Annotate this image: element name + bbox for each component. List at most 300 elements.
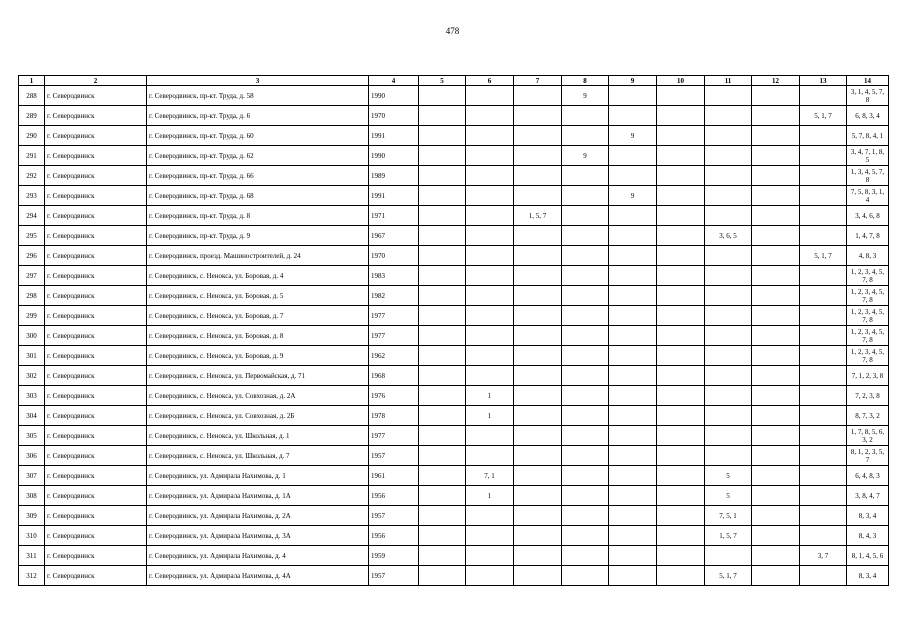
col6-cell — [466, 366, 514, 386]
col13-cell — [800, 326, 847, 346]
col6-cell — [466, 506, 514, 526]
year-cell: 1991 — [369, 126, 419, 146]
col6-cell — [466, 246, 514, 266]
row-number-cell: 296 — [19, 246, 45, 266]
col5-cell — [419, 546, 466, 566]
table-row — [19, 286, 889, 306]
col6-cell — [466, 206, 514, 226]
year-cell: 1977 — [369, 426, 419, 446]
city-cell: г. Северодвинск — [45, 206, 147, 226]
col14-cell: 8, 4, 3 — [847, 526, 889, 546]
year-cell: 1976 — [369, 386, 419, 406]
city-cell: г. Северодвинск — [45, 426, 147, 446]
col10-cell — [657, 446, 705, 466]
address-cell: г. Северодвинск, с. Ненокса, ул. Боровая, д. 8 — [147, 326, 369, 346]
row-number-cell: 311 — [19, 546, 45, 566]
table-row — [19, 446, 889, 466]
col9-cell — [609, 466, 657, 486]
city-cell: г. Северодвинск — [45, 386, 147, 406]
col12-cell — [752, 86, 800, 106]
col7-cell — [514, 406, 562, 426]
col8-cell — [562, 286, 609, 306]
col5-cell — [419, 466, 466, 486]
col14-cell: 1, 7, 8, 5, 6, 3, 2 — [847, 426, 889, 446]
col7-cell — [514, 466, 562, 486]
col5-cell — [419, 426, 466, 446]
col10-cell — [657, 386, 705, 406]
row-number-cell: 290 — [19, 126, 45, 146]
col5-cell — [419, 306, 466, 326]
col10-cell — [657, 106, 705, 126]
col6-cell — [466, 546, 514, 566]
col8-cell — [562, 406, 609, 426]
col8-cell — [562, 466, 609, 486]
col12-cell — [752, 146, 800, 166]
table-row — [19, 346, 889, 366]
col9-cell: 9 — [609, 126, 657, 146]
col12-cell — [752, 306, 800, 326]
city-cell: г. Северодвинск — [45, 186, 147, 206]
column-header: 11 — [705, 76, 752, 86]
row-number-cell: 289 — [19, 106, 45, 126]
address-cell: г. Северодвинск, ул. Адмирала Нахимова, д. 2А — [147, 506, 369, 526]
col11-cell — [705, 306, 752, 326]
col5-cell — [419, 226, 466, 246]
col5-cell — [419, 286, 466, 306]
col12-cell — [752, 546, 800, 566]
col14-cell: 1, 4, 7, 8 — [847, 226, 889, 246]
col14-cell: 8, 1, 2, 3, 5, 7 — [847, 446, 889, 466]
col13-cell — [800, 446, 847, 466]
col13-cell: 3, 7 — [800, 546, 847, 566]
row-number-cell: 299 — [19, 306, 45, 326]
table-row — [19, 306, 889, 326]
col5-cell — [419, 446, 466, 466]
table-row — [19, 506, 889, 526]
col10-cell — [657, 226, 705, 246]
col12-cell — [752, 206, 800, 226]
table-row — [19, 566, 889, 586]
col5-cell — [419, 486, 466, 506]
col11-cell — [705, 186, 752, 206]
col12-cell — [752, 406, 800, 426]
col10-cell — [657, 406, 705, 426]
col7-cell — [514, 226, 562, 246]
year-cell: 1957 — [369, 566, 419, 586]
address-cell: г. Северодвинск, ул. Адмирала Нахимова, д. 1А — [147, 486, 369, 506]
col12-cell — [752, 166, 800, 186]
column-header: 13 — [800, 76, 847, 86]
col7-cell — [514, 106, 562, 126]
year-cell: 1970 — [369, 246, 419, 266]
address-cell: г. Северодвинск, пр-кт. Труда, д. 8 — [147, 206, 369, 226]
col7-cell — [514, 486, 562, 506]
year-cell: 1957 — [369, 506, 419, 526]
col9-cell — [609, 506, 657, 526]
register-table — [18, 75, 889, 586]
row-number-cell: 312 — [19, 566, 45, 586]
table-row — [19, 466, 889, 486]
col9-cell — [609, 86, 657, 106]
table-row — [19, 426, 889, 446]
col14-cell: 3, 4, 7, 1, 8, 5 — [847, 146, 889, 166]
year-cell: 1967 — [369, 226, 419, 246]
col11-cell: 5, 1, 7 — [705, 566, 752, 586]
col8-cell — [562, 306, 609, 326]
col7-cell — [514, 266, 562, 286]
col14-cell: 8, 3, 4 — [847, 566, 889, 586]
col14-cell: 1, 2, 3, 4, 5, 7, 8 — [847, 346, 889, 366]
col7-cell — [514, 126, 562, 146]
year-cell: 1961 — [369, 466, 419, 486]
col11-cell — [705, 246, 752, 266]
table-row — [19, 526, 889, 546]
col10-cell — [657, 466, 705, 486]
col9-cell — [609, 366, 657, 386]
col10-cell — [657, 246, 705, 266]
year-cell: 1990 — [369, 146, 419, 166]
col9-cell — [609, 446, 657, 466]
col8-cell — [562, 346, 609, 366]
col13-cell — [800, 86, 847, 106]
city-cell: г. Северодвинск — [45, 86, 147, 106]
col14-cell: 3, 8, 4, 7 — [847, 486, 889, 506]
col5-cell — [419, 566, 466, 586]
col8-cell — [562, 546, 609, 566]
col13-cell — [800, 126, 847, 146]
city-cell: г. Северодвинск — [45, 346, 147, 366]
address-cell: г. Северодвинск, пр-кт. Труда, д. 6 — [147, 106, 369, 126]
col7-cell — [514, 446, 562, 466]
col10-cell — [657, 566, 705, 586]
col12-cell — [752, 486, 800, 506]
col13-cell — [800, 486, 847, 506]
column-header: 10 — [657, 76, 705, 86]
year-cell: 1989 — [369, 166, 419, 186]
city-cell: г. Северодвинск — [45, 306, 147, 326]
col7-cell — [514, 346, 562, 366]
table-row — [19, 366, 889, 386]
col5-cell — [419, 386, 466, 406]
row-number-cell: 298 — [19, 286, 45, 306]
col9-cell — [609, 266, 657, 286]
col14-cell: 7, 5, 8, 3, 1, 4 — [847, 186, 889, 206]
col5-cell — [419, 326, 466, 346]
address-cell: г. Северодвинск, ул. Адмирала Нахимова, д. 4А — [147, 566, 369, 586]
col12-cell — [752, 446, 800, 466]
address-cell: г. Северодвинск, с. Ненокса, ул. Совхозная, д. 2Б — [147, 406, 369, 426]
col13-cell — [800, 306, 847, 326]
address-cell: г. Северодвинск, с. Ненокса, ул. Боровая, д. 4 — [147, 266, 369, 286]
row-number-cell: 309 — [19, 506, 45, 526]
col11-cell — [705, 366, 752, 386]
col11-cell — [705, 126, 752, 146]
table-row — [19, 86, 889, 106]
col14-cell: 6, 8, 3, 4 — [847, 106, 889, 126]
col13-cell: 5, 1, 7 — [800, 246, 847, 266]
col10-cell — [657, 546, 705, 566]
address-cell: г. Северодвинск, пр-кт. Труда, д. 62 — [147, 146, 369, 166]
col12-cell — [752, 386, 800, 406]
col10-cell — [657, 126, 705, 146]
address-cell: г. Северодвинск, с. Ненокса, ул. Школьная, д. 1 — [147, 426, 369, 446]
city-cell: г. Северодвинск — [45, 566, 147, 586]
col10-cell — [657, 286, 705, 306]
col9-cell — [609, 566, 657, 586]
col11-cell — [705, 286, 752, 306]
col11-cell: 5 — [705, 486, 752, 506]
col9-cell — [609, 426, 657, 446]
col5-cell — [419, 106, 466, 126]
col5-cell — [419, 146, 466, 166]
column-header: 12 — [752, 76, 800, 86]
col14-cell: 1, 2, 3, 4, 5, 7, 8 — [847, 286, 889, 306]
col11-cell — [705, 426, 752, 446]
col8-cell: 9 — [562, 146, 609, 166]
year-cell: 1959 — [369, 546, 419, 566]
row-number-cell: 297 — [19, 266, 45, 286]
col5-cell — [419, 246, 466, 266]
address-cell: г. Северодвинск, ул. Адмирала Нахимова, д. 3А — [147, 526, 369, 546]
col13-cell — [800, 506, 847, 526]
col5-cell — [419, 346, 466, 366]
col11-cell — [705, 406, 752, 426]
address-cell: г. Северодвинск, пр-кт. Труда, д. 68 — [147, 186, 369, 206]
col10-cell — [657, 266, 705, 286]
col10-cell — [657, 486, 705, 506]
col11-cell — [705, 446, 752, 466]
column-header: 6 — [466, 76, 514, 86]
col7-cell — [514, 426, 562, 446]
row-number-cell: 300 — [19, 326, 45, 346]
row-number-cell: 310 — [19, 526, 45, 546]
col12-cell — [752, 566, 800, 586]
col6-cell — [466, 86, 514, 106]
col9-cell — [609, 546, 657, 566]
col6-cell — [466, 166, 514, 186]
col6-cell — [466, 426, 514, 446]
row-number-cell: 306 — [19, 446, 45, 466]
table-row — [19, 206, 889, 226]
row-number-cell: 293 — [19, 186, 45, 206]
column-header: 5 — [419, 76, 466, 86]
year-cell: 1962 — [369, 346, 419, 366]
col8-cell — [562, 426, 609, 446]
row-number-cell: 291 — [19, 146, 45, 166]
row-number-cell: 308 — [19, 486, 45, 506]
city-cell: г. Северодвинск — [45, 366, 147, 386]
col12-cell — [752, 326, 800, 346]
col14-cell: 8, 3, 4 — [847, 506, 889, 526]
table-row — [19, 166, 889, 186]
column-header: 9 — [609, 76, 657, 86]
col8-cell — [562, 526, 609, 546]
city-cell: г. Северодвинск — [45, 506, 147, 526]
col9-cell — [609, 306, 657, 326]
col6-cell — [466, 306, 514, 326]
city-cell: г. Северодвинск — [45, 146, 147, 166]
col11-cell: 3, 6, 5 — [705, 226, 752, 246]
col7-cell — [514, 306, 562, 326]
address-cell: г. Северодвинск, пр-кт. Труда, д. 66 — [147, 166, 369, 186]
col10-cell — [657, 206, 705, 226]
col14-cell: 7, 2, 3, 8 — [847, 386, 889, 406]
col8-cell — [562, 106, 609, 126]
col5-cell — [419, 86, 466, 106]
city-cell: г. Северодвинск — [45, 326, 147, 346]
year-cell: 1971 — [369, 206, 419, 226]
table-row — [19, 326, 889, 346]
col9-cell — [609, 486, 657, 506]
col12-cell — [752, 226, 800, 246]
col5-cell — [419, 206, 466, 226]
col8-cell — [562, 126, 609, 146]
col9-cell — [609, 526, 657, 546]
address-cell: г. Северодвинск, пр-кт. Труда, д. 9 — [147, 226, 369, 246]
col8-cell — [562, 366, 609, 386]
col6-cell — [466, 346, 514, 366]
city-cell: г. Северодвинск — [45, 406, 147, 426]
table-row — [19, 126, 889, 146]
col11-cell — [705, 326, 752, 346]
table-row — [19, 386, 889, 406]
col11-cell: 5 — [705, 466, 752, 486]
col7-cell — [514, 246, 562, 266]
column-header: 4 — [369, 76, 419, 86]
col5-cell — [419, 186, 466, 206]
col9-cell — [609, 406, 657, 426]
col8-cell — [562, 566, 609, 586]
row-number-cell: 305 — [19, 426, 45, 446]
col12-cell — [752, 266, 800, 286]
col6-cell — [466, 126, 514, 146]
address-cell: г. Северодвинск, с. Ненокса, ул. Боровая, д. 9 — [147, 346, 369, 366]
table-row — [19, 486, 889, 506]
col8-cell — [562, 166, 609, 186]
col8-cell — [562, 506, 609, 526]
city-cell: г. Северодвинск — [45, 246, 147, 266]
col14-cell: 1, 3, 4, 5, 7, 8 — [847, 166, 889, 186]
city-cell: г. Северодвинск — [45, 486, 147, 506]
col9-cell — [609, 226, 657, 246]
year-cell: 1956 — [369, 486, 419, 506]
table-row — [19, 406, 889, 426]
row-number-cell: 303 — [19, 386, 45, 406]
col9-cell — [609, 286, 657, 306]
col7-cell — [514, 386, 562, 406]
col7-cell — [514, 86, 562, 106]
col12-cell — [752, 246, 800, 266]
year-cell: 1977 — [369, 326, 419, 346]
year-cell: 1990 — [369, 86, 419, 106]
table-row — [19, 186, 889, 206]
col7-cell — [514, 506, 562, 526]
col5-cell — [419, 506, 466, 526]
col6-cell: 1 — [466, 386, 514, 406]
address-cell: г. Северодвинск, ул. Адмирала Нахимова, д. 4 — [147, 546, 369, 566]
column-header: 3 — [147, 76, 369, 86]
col11-cell — [705, 86, 752, 106]
col11-cell — [705, 546, 752, 566]
address-cell: г. Северодвинск, проезд. Машиностроителей, д. 24 — [147, 246, 369, 266]
col6-cell: 1 — [466, 406, 514, 426]
table-row — [19, 226, 889, 246]
city-cell: г. Северодвинск — [45, 286, 147, 306]
col12-cell — [752, 346, 800, 366]
col6-cell: 1 — [466, 486, 514, 506]
col13-cell — [800, 206, 847, 226]
col14-cell: 3, 1, 4, 5, 7, 8 — [847, 86, 889, 106]
table-row — [19, 106, 889, 126]
year-cell: 1956 — [369, 526, 419, 546]
col8-cell — [562, 186, 609, 206]
col6-cell — [466, 266, 514, 286]
address-cell: г. Северодвинск, с. Ненокса, ул. Совхозная, д. 2А — [147, 386, 369, 406]
col6-cell — [466, 226, 514, 246]
col9-cell — [609, 106, 657, 126]
col10-cell — [657, 146, 705, 166]
col5-cell — [419, 166, 466, 186]
col6-cell — [466, 566, 514, 586]
column-header: 7 — [514, 76, 562, 86]
page-number: 478 — [445, 26, 460, 36]
row-number-cell: 301 — [19, 346, 45, 366]
col13-cell — [800, 366, 847, 386]
col7-cell — [514, 526, 562, 546]
col14-cell: 1, 2, 3, 4, 5, 7, 8 — [847, 326, 889, 346]
col7-cell — [514, 366, 562, 386]
year-cell: 1977 — [369, 306, 419, 326]
col14-cell: 4, 8, 3 — [847, 246, 889, 266]
col11-cell — [705, 206, 752, 226]
col13-cell — [800, 386, 847, 406]
row-number-cell: 292 — [19, 166, 45, 186]
col11-cell — [705, 146, 752, 166]
col10-cell — [657, 166, 705, 186]
col9-cell — [609, 146, 657, 166]
col10-cell — [657, 306, 705, 326]
city-cell: г. Северодвинск — [45, 226, 147, 246]
col11-cell — [705, 266, 752, 286]
col12-cell — [752, 106, 800, 126]
address-cell: г. Северодвинск, с. Ненокса, ул. Первомайская, д. 71 — [147, 366, 369, 386]
address-cell: г. Северодвинск, с. Ненокса, ул. Боровая, д. 7 — [147, 306, 369, 326]
address-cell: г. Северодвинск, пр-кт. Труда, д. 58 — [147, 86, 369, 106]
year-cell: 1970 — [369, 106, 419, 126]
col8-cell — [562, 326, 609, 346]
col7-cell — [514, 566, 562, 586]
col11-cell — [705, 386, 752, 406]
col5-cell — [419, 526, 466, 546]
table-row — [19, 546, 889, 566]
row-number-cell: 288 — [19, 86, 45, 106]
col13-cell — [800, 166, 847, 186]
col9-cell — [609, 206, 657, 226]
col9-cell — [609, 246, 657, 266]
year-cell: 1978 — [369, 406, 419, 426]
row-number-cell: 304 — [19, 406, 45, 426]
col13-cell — [800, 406, 847, 426]
city-cell: г. Северодвинск — [45, 526, 147, 546]
city-cell: г. Северодвинск — [45, 466, 147, 486]
year-cell: 1991 — [369, 186, 419, 206]
address-cell: г. Северодвинск, пр-кт. Труда, д. 60 — [147, 126, 369, 146]
col9-cell — [609, 346, 657, 366]
row-number-cell: 294 — [19, 206, 45, 226]
column-header: 2 — [45, 76, 147, 86]
col11-cell — [705, 166, 752, 186]
col7-cell — [514, 186, 562, 206]
